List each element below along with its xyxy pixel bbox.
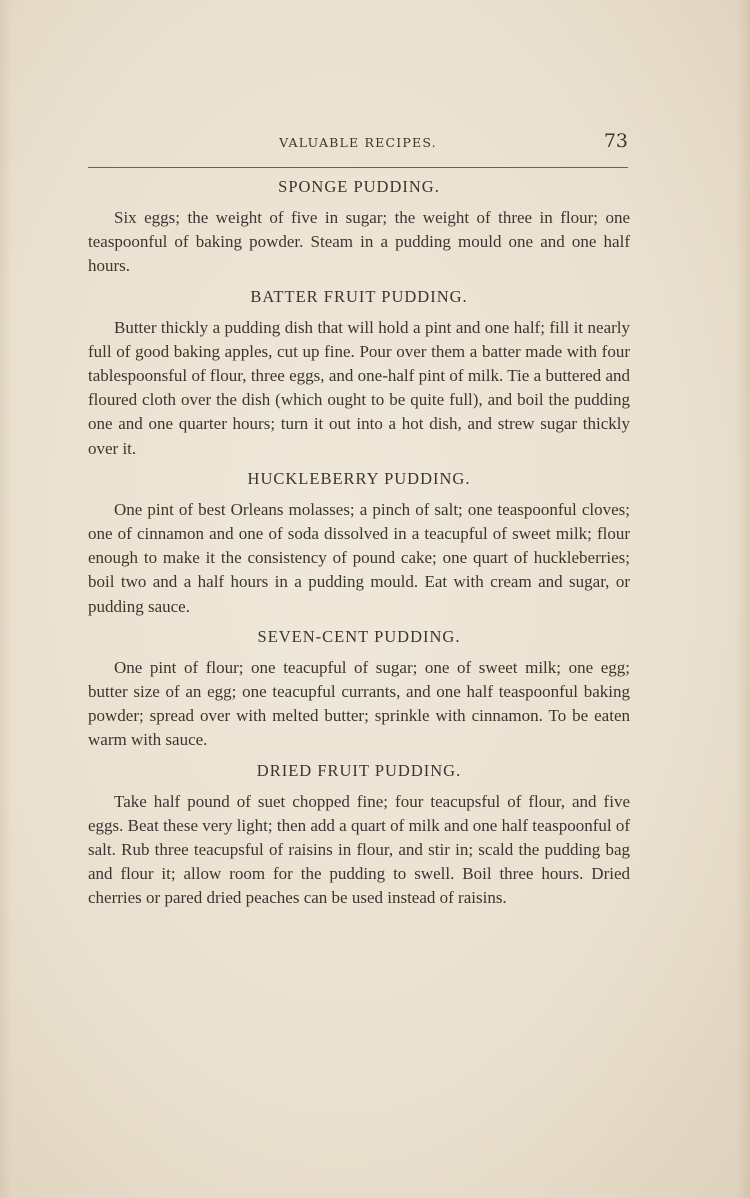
recipe-seven-cent-pudding	[88, 624, 630, 758]
recipe-huckleberry-pudding	[88, 466, 630, 624]
recipe-text: Six eggs; the weight of five in sugar; the weight of three in flour; one teaspoonful of baking powder. Steam in a pudding mould one and one half hours.	[88, 208, 630, 276]
header-rule	[88, 167, 628, 168]
running-title: VALUABLE RECIPES.	[279, 135, 437, 150]
recipe-title: HUCKLEBERRY PUDDING.	[247, 468, 471, 488]
recipe-dried-fruit-pudding	[88, 758, 630, 911]
recipe-title: BATTER FRUIT PUDDING.	[250, 286, 468, 306]
recipe-batter-fruit-pudding	[88, 284, 630, 466]
recipe-text: One pint of best Orleans molasses; a pinch of salt; one teaspoonful cloves; one of cinnamon and one of soda dissolved in a teacupful of sweet milk; flour enough to make it the consistency of pound cake; one quart of huckleberries; boil two and a half hours in a pudding mould. Eat with cream and sugar, or pudding sauce.	[88, 499, 630, 616]
recipe-title: SPONGE PUDDING.	[278, 177, 440, 196]
recipe-text: Take half pound of suet chopped fine; four teacupsful of flour, and five eggs. Beat these very light; then add a quart of milk and one half teaspoonful of salt. Rub three teacupsful of raisins in flour, and stir in; scald the pudding bag and flour it; allow room for the pudding to swell. Boil three hours. Dried cherries or pared dried peaches can be used instead of raisins.	[88, 791, 630, 908]
page-number: 73	[603, 130, 628, 152]
recipe-text: One pint of flour; one teacupful of sugar; one of sweet milk; one egg; butter size of an egg; one teacupful currants, and one half teaspoonful baking powder; spread over with melted butter; sprinkle with cinnamon. To be eaten warm with sauce.	[88, 657, 630, 750]
recipe-list	[88, 174, 630, 911]
page-header	[88, 130, 628, 156]
recipe-sponge-pudding	[88, 174, 630, 284]
recipe-title: DRIED FRUIT PUDDING.	[256, 760, 462, 780]
recipe-title: SEVEN-CENT PUDDING.	[257, 626, 461, 646]
page-edge-right	[736, 0, 750, 1198]
page-edge-left	[0, 0, 12, 1198]
recipe-text: Butter thickly a pudding dish that will hold a pint and one half; fill it nearly full of good baking apples, cut up fine. Pour over them a batter made with four tablespoonsful of flour, three eggs, and one-half pint of milk. Tie a buttered and floured cloth over the dish (which ought to be quite full), and boil the pudding one and one quarter hours; turn it out into a hot dish, and strew sugar thickly over it.	[88, 317, 630, 458]
